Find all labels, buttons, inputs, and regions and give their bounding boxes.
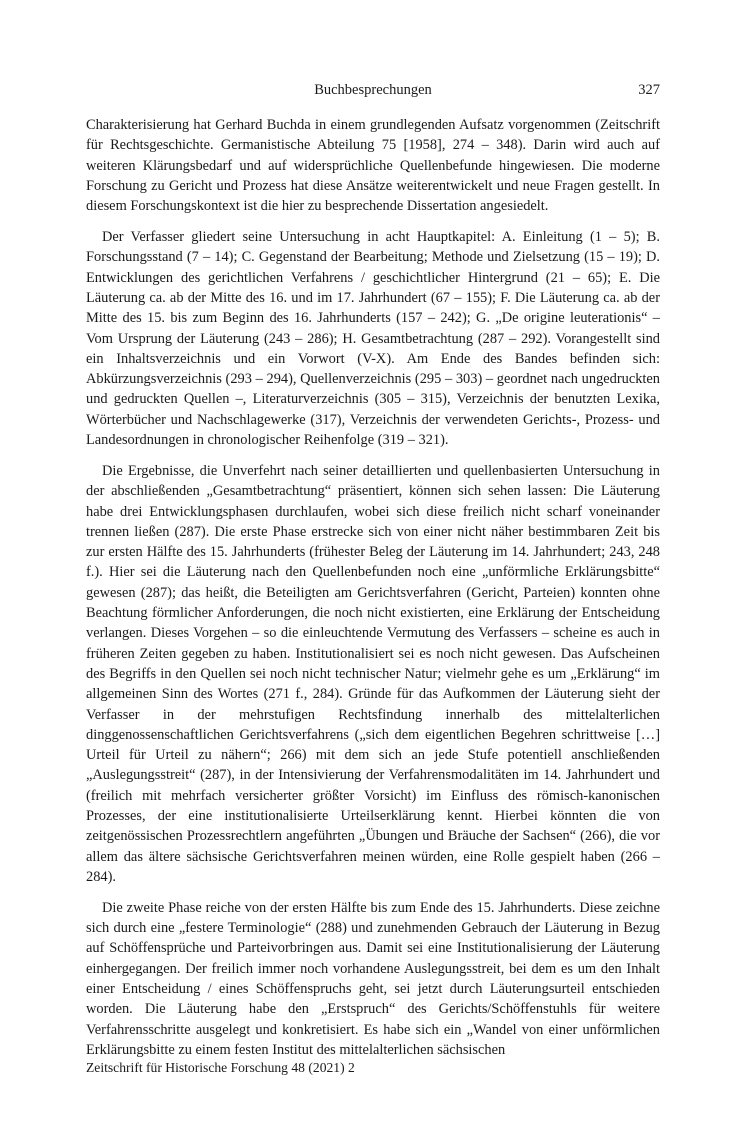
- header-title: Buchbesprechungen: [314, 82, 432, 98]
- document-page: [86, 0, 660, 1131]
- running-footer: Zeitschrift für Historische Forschung 48 (2021) 2: [86, 1060, 355, 1075]
- body-text: [86, 115, 660, 1071]
- page-number: 327: [638, 82, 660, 98]
- paragraph-continuation: Charakterisierung hat Gerhard Buchda in einem grundlegenden Aufsatz vorgenommen (Zeitschrift für Rechtsgeschichte. Germanistische Abteilung 75 [1958], 274 – 348). Darin wird auch auf weiteren Klärungsbedarf und auf widersprüchliche Quellenbefunde hingewiesen. Die moderne Forschung zu Gericht und Prozess hat diese Ansätze weiterentwickelt und neue Fragen gestellt. In diesem Forschungskontext ist die hier zu besprechende Dissertation angesiedelt.: [86, 117, 660, 215]
- paragraph-second-phase: Die zweite Phase reiche von der ersten Hälfte bis zum Ende des 15. Jahrhunderts. Diese zeichne sich durch eine „festere Terminologie“ (288) und zunehmenden Gebrauch der Läuterung in Bezug auf Schöffensprüche und Parteivorbringen aus. Damit sei eine Institutionalisierung der Läuterung einhergegangen. Der freilich immer noch vorhandene Auslegungsstreit, bei dem es um den Inhalt einer Entscheidung / eines Schöffenspruchs geht, sei jetzt durch Läuterungsurteil entschieden worden. Die Läuterung habe den „Erstspruch“ des Gerichts/Schöffenstuhls für weitere Verfahrensschritte ausgelegt und konkretisiert. Es habe sich ein „Wandel von einer unförmlichen Erklärungsbitte zu einem festen Institut des mittelalterlichen sächsischen: [86, 899, 660, 1058]
- paragraph-results: Die Ergebnisse, die Unverfehrt nach seiner detaillierten und quellenbasierten Untersuchung in der abschließenden „Gesamtbetrachtung“ präsentiert, können sich sehen lassen: Die Läuterung habe drei Entwicklungsphasen durchlaufen, wobei sich diese freilich nicht scharf voneinander trennen ließen (287). Die erste Phase erstrecke sich von einer nicht näher bestimmbaren Zeit bis zur ersten Hälfte des 15. Jahrhunderts (frühester Beleg der Läuterung im 14. Jahrhundert; 243, 248 f.). Hier sei die Läuterung nach den Quellenbefunden noch eine „unförmliche Erklärungsbitte“ gewesen (287); das heißt, die Beteiligten am Gerichtsverfahren (Gericht, Parteien) konnten ohne Beachtung förmlicher Anforderungen, die noch nicht existierten, eine Erklärung der Entscheidung verlangen. Dieses Vorgehen – so die einleuchtende Vermutung des Verfassers – scheine es auch in früheren Zeiten gegeben zu haben. Institutionalisiert sei es noch nicht gewesen. Das Aufscheinen des Begriffs in den Quellen sei noch nicht technischer Natur; vielmehr gehe es um „Erklärung“ im allgemeinen Sinn des Wortes (271 f., 284). Gründe für das Aufkommen der Läuterung sieht der Verfasser in der mehrstufigen Rechtsfindung innerhalb des mittelalterlichen dinggenossenschaftlichen Gerichtsverfahrens („sich dem eigentlichen Begehren schrittweise […] Urteil für Urteil zu nähern“; 266) mit dem sich an jede Stufe potentiell anschließenden „Auslegungsstreit“ (287), in der Intensivierung der Verfahrensmodalitäten im 14. Jahrhundert und (freilich mit mehrfach versicherter größter Vorsicht) im Einfluss des römisch-kanonischen Prozesses, der eine institutionalisierte Urteilserklärung kennt. Hierbei könnten die von zeitgenössischen Prozessrechtlern angeführten „Übungen und Bräuche der Sachsen“ (266), die vor allem das ältere sächsische Gerichtsverfahren meinen würden, eine Rolle gespielt haben (266 – 284).: [86, 462, 660, 885]
- paragraph-chapter-overview: Der Verfasser gliedert seine Untersuchung in acht Hauptkapitel: A. Einleitung (1 – 5); B. Forschungsstand (7 – 14); C. Gegenstand der Bearbeitung; Methode und Zielsetzung (15 – 19); D. Entwicklungen des gerichtlichen Verfahrens / geschichtlicher Hintergrund (21 – 65); E. Die Läuterung ca. ab der Mitte des 16. und im 17. Jahrhundert (67 – 155); F. Die Läuterung ca. ab der Mitte des 15. bis zum Beginn des 16. Jahrhunderts (157 – 242); G. „De origine leuterationis“ – Vom Ursprung der Läuterung (243 – 286); H. Gesamtbetrachtung (287 – 292). Vorangestellt sind ein Inhaltsverzeichnis und ein Vorwort (V-X). Am Ende des Bandes befinden sich: Abkürzungsverzeichnis (293 – 294), Quellenverzeichnis (295 – 303) – geordnet nach ungedruckten und gedruckten Quellen –, Literaturverzeichnis (305 – 315), Verzeichnis der benutzten Lexika, Wörterbücher und Nachschlagewerke (317), Verzeichnis der verwendeten Gerichts-, Prozess- und Landesordnungen in chronologischer Reihenfolge (319 – 321).: [86, 229, 660, 449]
- running-header: [86, 82, 660, 102]
